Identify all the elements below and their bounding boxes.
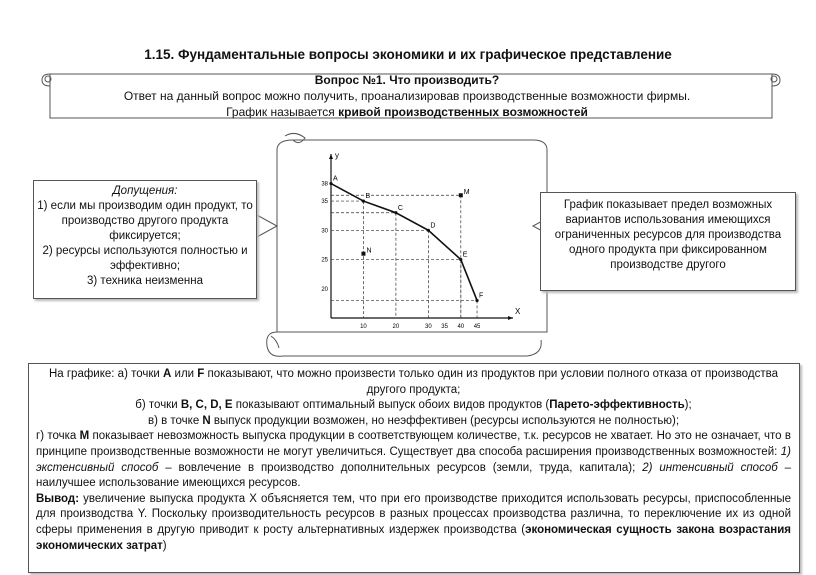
x-tick-label: 35 [441, 324, 448, 330]
x-tick-label: 10 [360, 324, 367, 330]
page-title: 1.15. Фундаментальные вопросы экономики и их графическое представление [144, 47, 672, 62]
assumption-item-3: 3) техника неизменна [87, 275, 203, 287]
question-line2 [92, 104, 722, 120]
para-b: б) точки B, C, D, E показывают оптимальный выпуск обоих видов продуктов (Парето-эффективность); [135, 399, 692, 412]
y-tick-label: 30 [321, 228, 328, 235]
y-tick-label: 38 [321, 181, 328, 188]
para-conclusion: Вывод: увеличение выпуска продукта X объясняется тем, что при его производстве приходится использовать ресурсы, приспособленные для производства Y. Поскольку производительность ресурсов в разных процессах производства различна, то переключение их из одной сферы применения в другую приводит к росту альтернативных издержек производства (экономическая сущность закона возрастания экономических затрат) [36, 492, 792, 552]
assumptions-heading: Допущения: [112, 185, 178, 197]
assumptions-box [33, 180, 257, 299]
extra-point-label: N [366, 247, 372, 255]
question-heading: Вопрос №1. Что производить? [314, 73, 500, 87]
y-tick-label: 20 [321, 286, 328, 293]
assumption-item-1: 1) если мы производим один продукт, то производство другого продукта фиксируется; [37, 200, 253, 242]
y-tick-label: 25 [321, 257, 328, 264]
para-a: На графике: а) точки А или F показывают, что можно произвести только один из продуктов при условии полного отказа от производства другого продукта; [48, 368, 779, 396]
x-tick-label: 45 [473, 324, 481, 330]
curve-point-label: E [462, 251, 468, 259]
question-line1: Ответ на данный вопрос можно получить, проанализировав производственные возможности фирмы. [123, 89, 691, 103]
question-line2-prefix: График называется [226, 105, 339, 119]
curve-point-label: C [397, 204, 403, 212]
extra-point [459, 193, 463, 197]
extra-point-label: M [463, 189, 470, 197]
x-axis-label: X [515, 307, 521, 316]
para-d: г) точка М показывает невозможность выпуска продукции в соответствующем количестве, т.к. ресурсов не хватает. Но это не означает, что в принципе производственные возможности не могут увеличиться. Существует два способа расширения производственных возможностей: 1) экстенсивный способ – вовлечение в производство дополнительных ресурсов (земли, труда, капитала); 2) интенсивный способ – наилучшее использование имеющихся ресурсов. [36, 430, 792, 490]
chart-scroll [255, 126, 555, 366]
extra-point [361, 252, 365, 256]
explanation-text: График показывает предел возможных вариантов использования имеющихся ограниченных ресурсов для производства одного продукта при фиксированном производстве другого [554, 199, 782, 271]
question-line2-term: кривой производственных возможностей [338, 105, 588, 119]
explanation-box [540, 192, 796, 291]
curve-point-label: B [365, 193, 371, 201]
curve-point-label: F [479, 292, 484, 300]
curve-point-label: D [430, 222, 436, 230]
x-tick-label: 20 [392, 324, 400, 330]
question-text [92, 72, 722, 120]
assumption-item-2: 2) ресурсы используются полностью и эффективно; [42, 245, 248, 272]
x-tick-label: 30 [425, 324, 432, 330]
conclusion-text [36, 367, 791, 554]
curve-point-label: A [333, 175, 338, 183]
x-tick-label: 40 [457, 324, 465, 330]
para-c: в) в точке N выпуск продукции возможен, но неэффективен (ресурсы используются не полностью); [147, 414, 680, 427]
y-axis-label: y [335, 151, 339, 160]
y-tick-label: 35 [321, 199, 328, 206]
